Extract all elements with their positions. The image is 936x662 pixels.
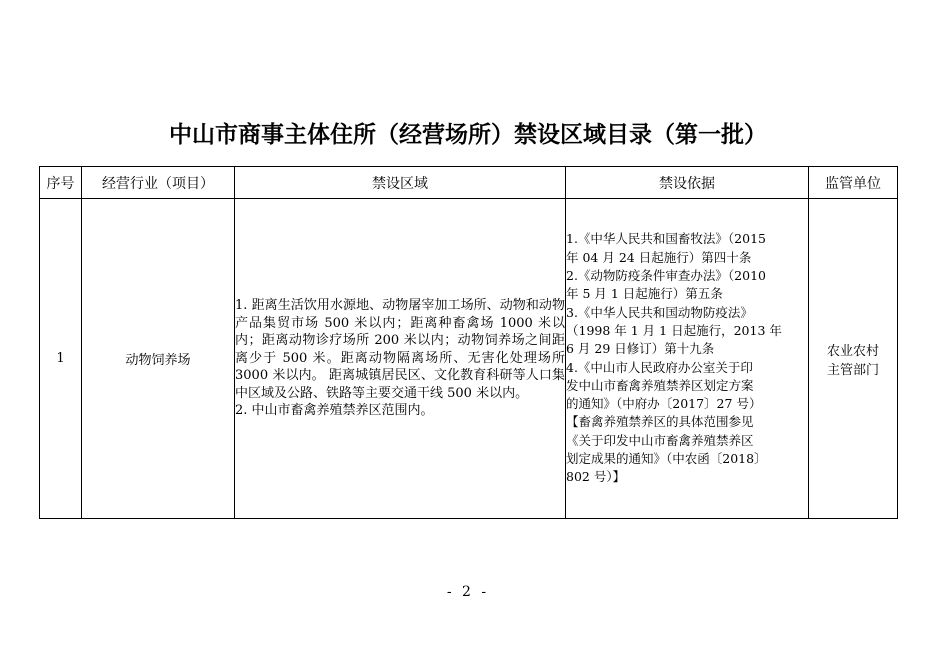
- basis-line: 《关于印发中山市畜禽养殖禁养区: [566, 432, 754, 448]
- basis-line: 的通知》（中府办〔2017〕27 号）: [566, 396, 762, 412]
- header-basis: 禁设依据: [566, 167, 809, 199]
- table-header-row: [40, 167, 898, 199]
- authority-line: 农业农村: [826, 343, 879, 359]
- header-index: 序号: [40, 167, 82, 199]
- page-title: 中山市商事主体住所（经营场所）禁设区域目录（第一批）: [169, 122, 767, 148]
- zone-item-1: 1. 距离生活饮用水源地、动物屠宰加工场所、动物和动物产品集贸市场 500 米以内；距离种畜禽场 1000 米以内；距离动物诊疗场所 200 米以内；动物饲养场之间距离少于 500 米。距离动物隔离场所、无害化处理场所 3000 米以内。 距离城镇居民区、文化教育科研等人口集中区域及公路、铁路等主要交通干线 500 米以内。: [235, 298, 565, 401]
- cell-basis: [566, 199, 809, 519]
- cell-industry: 动物饲养场: [82, 199, 235, 519]
- basis-line: 4.《中山市人民政府办公室关于印: [566, 359, 753, 375]
- basis-line: 年 04 月 24 日起施行）第四十条: [566, 249, 752, 265]
- table-row: [40, 199, 898, 519]
- header-zone: 禁设区域: [235, 167, 566, 199]
- basis-line: 6 月 29 日修订）第十九条: [566, 341, 715, 357]
- basis-line: 802 号）】: [566, 469, 626, 485]
- basis-line: 【畜禽养殖禁养区的具体范围参见: [566, 414, 754, 430]
- cell-authority: [809, 199, 898, 519]
- cell-zone: [235, 199, 566, 519]
- page-number: - 2 -: [446, 584, 490, 600]
- basis-line: 年 5 月 1 日起施行）第五条: [566, 286, 723, 302]
- header-authority: 监管单位: [809, 167, 898, 199]
- basis-line: 发中山市畜禽养殖禁养区划定方案: [566, 377, 754, 393]
- authority-line: 主管部门: [826, 362, 879, 378]
- basis-line: 划定成果的通知》（中农函〔2018〕: [566, 450, 767, 466]
- basis-line: 3.《中华人民共和国动物防疫法》: [566, 304, 753, 320]
- cell-index: 1: [40, 199, 82, 519]
- header-industry: 经营行业（项目）: [82, 167, 235, 199]
- zone-item-2: 2. 中山市畜禽养殖禁养区范围内。: [235, 403, 434, 419]
- basis-line: 1.《中华人民共和国畜牧法》（2015: [566, 231, 766, 247]
- basis-line: 2.《动物防疫条件审查办法》（2010: [566, 268, 766, 284]
- basis-line: （1998 年 1 月 1 日起施行，2013 年: [566, 322, 782, 338]
- regulation-table: [39, 166, 898, 519]
